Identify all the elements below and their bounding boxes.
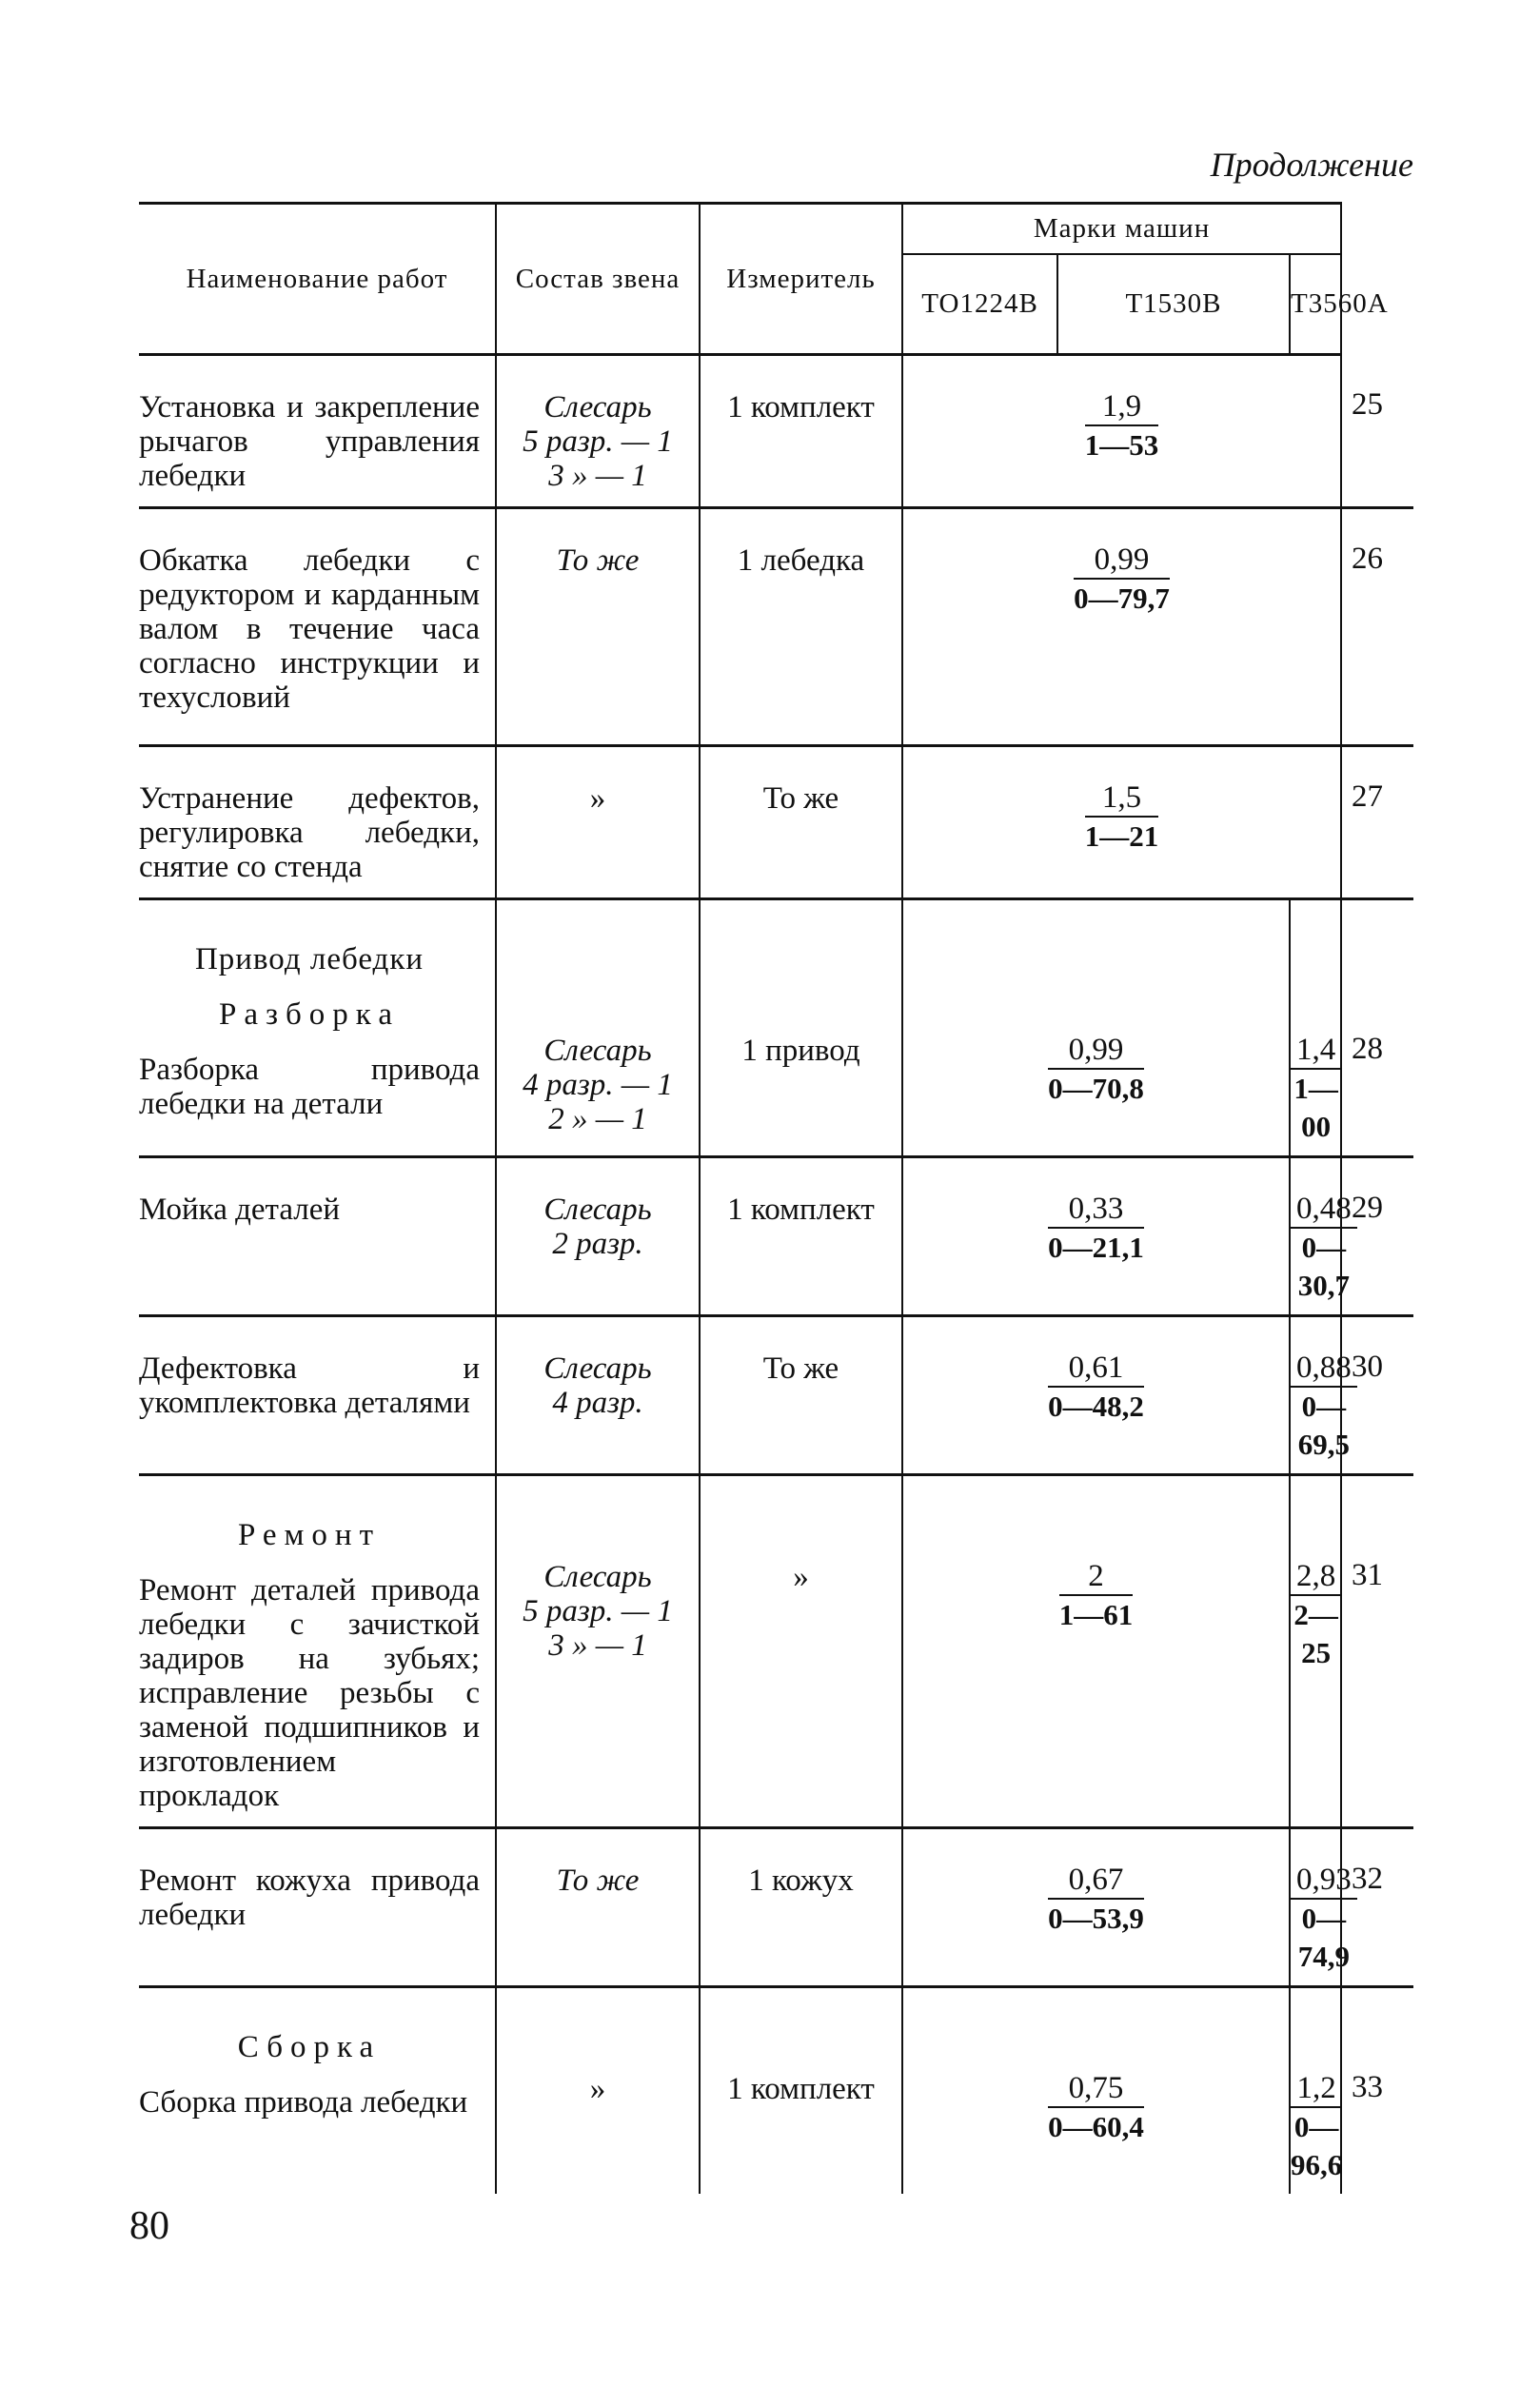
row-number: 30 <box>1341 1316 1413 1475</box>
row-number: 28 <box>1341 899 1413 1157</box>
measure-cell: 1 комплект <box>700 1157 902 1316</box>
crew-cell: Слесарь 5 разр. — 1 3 » — 1 <box>496 1475 700 1828</box>
norm-value-2: $\frac{1,4}{1—00}$ <box>1290 899 1341 1157</box>
work-name: Ремонт кожуха привода лебедки <box>139 1828 496 1987</box>
crew-cell: » <box>496 1987 700 2195</box>
subsection-title: Сборка <box>237 2030 382 2064</box>
work-name: Установка и закрепление рычагов управления лебедки <box>139 355 496 508</box>
crew-cell: Слесарь 5 разр. — 1 3 » — 1 <box>496 355 700 508</box>
work-name: Устранение дефектов, регулировка лебедки, снятие со стенда <box>139 746 496 899</box>
norm-value-1: $\frac{0,33}{0—21,1}$ <box>902 1157 1290 1316</box>
measure-cell: 1 комплект <box>700 1987 902 2195</box>
norm-value-2: $\frac{0,93}{0—74,9}$ <box>1290 1828 1341 1987</box>
row-number: 27 <box>1341 746 1413 899</box>
row-number: 33 <box>1352 2070 1384 2104</box>
table-row <box>139 1987 1413 2195</box>
measure-cell: 1 лебедка <box>700 508 902 746</box>
norm-value: $\frac{1,9}{1—53}$ <box>902 355 1341 508</box>
work-name: Разборка привода лебедки на детали <box>139 1053 480 1121</box>
header-crew: Состав звена <box>496 204 700 355</box>
table-row <box>139 355 1413 508</box>
crew-cell: Слесарь 4 разр. — 1 2 » — 1 <box>496 899 700 1157</box>
work-name: Обкатка лебедки с редуктором и карданным валом в течение часа согласно инструкции и техусловий <box>139 508 496 746</box>
norm-value-1: $\frac{0,61}{0—48,2}$ <box>902 1316 1290 1475</box>
header-number-col <box>1341 204 1413 355</box>
table-row <box>139 746 1413 899</box>
measure-cell: То же <box>700 746 902 899</box>
work-cell <box>139 1987 496 2195</box>
measure-cell: То же <box>700 1316 902 1475</box>
work-name: Дефектовка и укомплектовка деталями <box>139 1316 496 1475</box>
header-measure: Измеритель <box>700 204 902 355</box>
crew-cell: Слесарь 4 разр. <box>496 1316 700 1475</box>
header-model-3: Т3560А <box>1290 254 1341 354</box>
table-row <box>139 1828 1413 1987</box>
norm-value-1: $\frac{0,99}{0—70,8}$ <box>902 899 1290 1157</box>
norm-value-1: $\frac{2}{1—61}$ <box>902 1475 1290 1828</box>
crew-cell: То же <box>496 508 700 746</box>
subsection-title: Разборка <box>218 997 400 1032</box>
header-work-name: Наименование работ <box>139 204 496 355</box>
norm-value: $\frac{0,99}{0—79,7}$ <box>902 508 1341 746</box>
measure-cell: 1 привод <box>700 899 902 1157</box>
work-cell <box>139 1475 496 1828</box>
work-name: Мойка деталей <box>139 1157 496 1316</box>
work-name: Сборка привода лебедки <box>139 2085 468 2120</box>
section-title: Привод лебедки <box>194 942 424 976</box>
work-cell <box>139 899 496 1157</box>
measure-cell: 1 кожух <box>700 1828 902 1987</box>
table-row <box>139 899 1413 1157</box>
norm-value-2: $\frac{0,48}{0—30,7}$ <box>1290 1157 1341 1316</box>
work-name: Ремонт деталей привода лебедки с зачисткой задиров на зубьях; исправление резьбы с заменой подшипников и изготовлением прокладок <box>139 1573 480 1813</box>
header-machine-brands: Марки машин <box>902 204 1341 255</box>
norm-value: $\frac{1,5}{1—21}$ <box>902 746 1341 899</box>
row-number: 32 <box>1341 1828 1413 1987</box>
norm-value-1: $\frac{0,75}{0—60,4}$ <box>902 1987 1290 2195</box>
header-model-1: ТО1224В <box>902 254 1057 354</box>
continuation-label: Продолжение <box>1210 146 1413 184</box>
norm-value-2: $\frac{0,88}{0—69,5}$ <box>1290 1316 1341 1475</box>
row-number: 25 <box>1341 355 1413 508</box>
subsection-title: Ремонт <box>237 1518 382 1552</box>
header-model-2: Т1530В <box>1057 254 1290 354</box>
norm-value-2: $\frac{2,8}{2—25}$ <box>1290 1475 1341 1828</box>
row-number: 29 <box>1341 1157 1413 1316</box>
table-row <box>139 1157 1413 1316</box>
table-row <box>139 1316 1413 1475</box>
norm-value-2: $\frac{1,2}{0—96,6}$ <box>1290 1987 1341 2195</box>
row-number: 31 <box>1341 1475 1413 1828</box>
table-row <box>139 1475 1413 1828</box>
row-number: 26 <box>1341 508 1413 746</box>
measure-cell: 1 комплект <box>700 355 902 508</box>
crew-cell: То же <box>496 1828 700 1987</box>
crew-cell: » <box>496 746 700 899</box>
crew-cell: Слесарь 2 разр. <box>496 1157 700 1316</box>
norm-value-1: $\frac{0,67}{0—53,9}$ <box>902 1828 1290 1987</box>
norms-table <box>139 202 1413 2194</box>
measure-cell: » <box>700 1475 902 1828</box>
table-row <box>139 508 1413 746</box>
page-number: 80 <box>129 2204 169 2248</box>
